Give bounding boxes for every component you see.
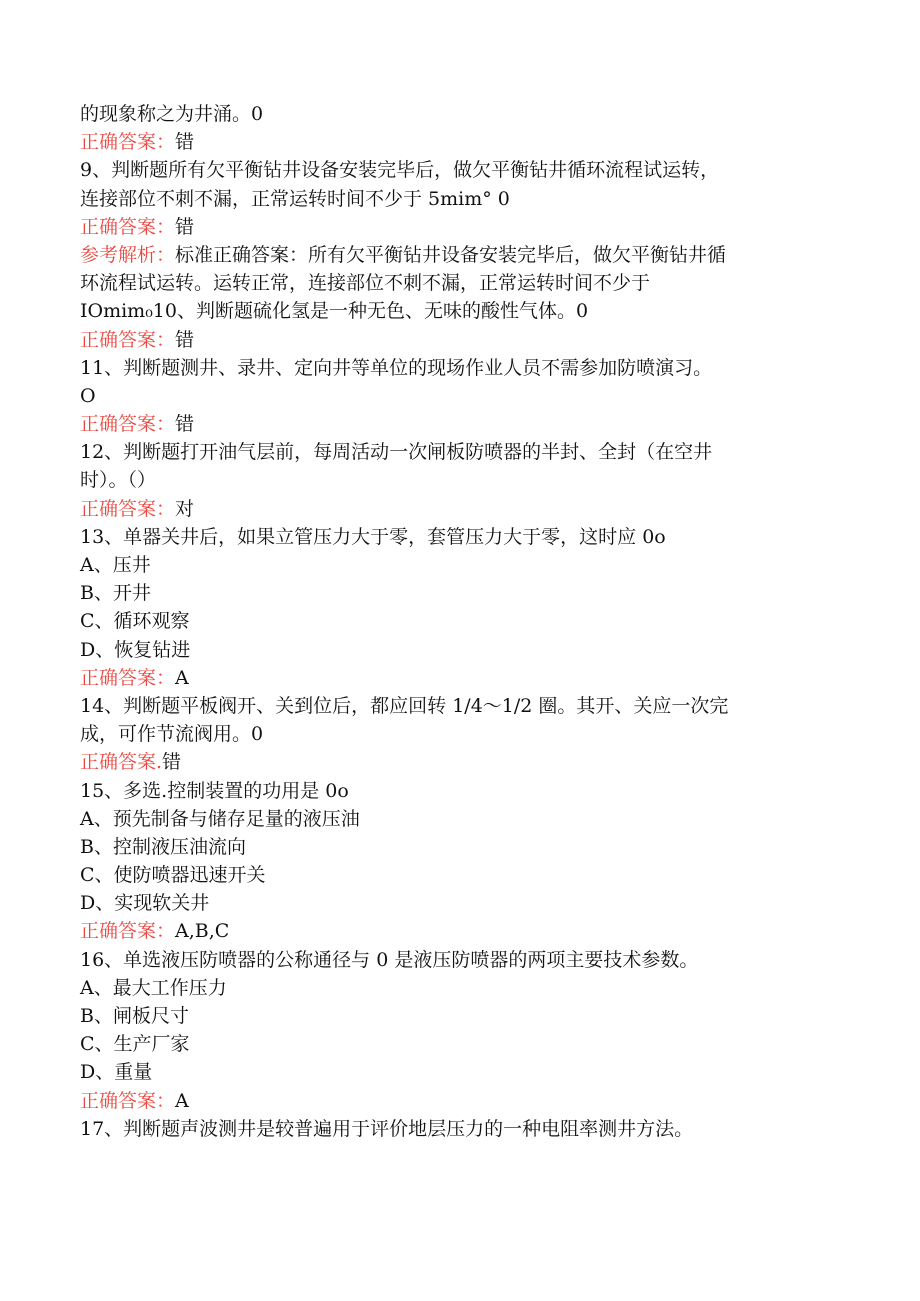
text-line: 17、判断题声波测井是较普遍用于评价地层压力的一种电阻率测井方法。 [80,1117,694,1140]
answer-line [80,748,840,776]
answer-line [80,664,840,692]
answer-label: 正确答案： [80,920,176,943]
answer-value: 错 [175,413,195,436]
text-line: 连接部位不刺不漏，正常运转时间不少于 5mim° 0 [80,187,510,210]
text-line: C、生产厂家 [80,1033,190,1056]
text-line: 成，可作节流阀用。0 [80,723,264,746]
answer-label: 正确答案： [80,413,176,436]
answer-value: A,B,C [175,920,230,943]
answer-label: 正确答案. [80,751,163,774]
text-line: 16、单选液压防喷器的公称通径与 0 是液压防喷器的两项主要技术参数。 [80,948,699,971]
text-line: A、压井 [80,554,151,576]
text-line: C、使防喷器迅速开关 [80,864,266,887]
text-line: 环流程试运转。运转正常，连接部位不刺不漏，正常运转时间不少于 [80,272,651,295]
answer-line [80,1087,840,1115]
answer-label: 正确答案： [80,131,176,154]
answer-value: A [175,1089,189,1112]
text-line: 12、判断题打开油气层前，每周活动一次闸板防喷器的半封、全封（在空井 [80,441,713,464]
analysis-label: 参考解析： [80,243,176,266]
answer-value: 错 [175,215,195,238]
answer-label: 正确答案： [80,497,176,520]
text-line: IOmim₀10、判断题硫化氢是一种无色、无味的酸性气体。0 [80,300,589,323]
document-page [80,100,840,1143]
answer-label: 正确答案： [80,666,176,689]
answer-line [80,495,840,523]
answer-value: 错 [162,751,182,774]
answer-value: A [175,666,189,689]
text-line: 15、多选.控制装置的功用是 0o [80,779,349,802]
text-line: 的现象称之为井涌。0 [80,103,264,125]
text-line: C、循环观察 [80,610,190,633]
text-line: D、重量 [80,1061,153,1084]
text-line: 14、判断题平板阀开、关到位后，都应回转 1/4～1/2 圈。其开、关应一次完 [80,694,729,717]
text-line: B、闸板尺寸 [80,1005,189,1027]
answer-label: 正确答案： [80,328,176,351]
text-line: D、实现软关井 [80,892,210,915]
analysis-text: 标准正确答案：所有欠平衡钻井设备安装完毕后，做欠平衡钻井循 [175,243,727,266]
text-line: 时）。（） [80,469,157,492]
text-line: B、开井 [80,582,151,605]
answer-line [80,410,840,438]
answer-line [80,917,840,945]
answer-line [80,326,840,354]
analysis-line [80,241,840,269]
text-line: 13、单器关井后，如果立管压力大于零，套管压力大于零，这时应 0o [80,525,666,548]
text-line: O [80,384,96,407]
answer-line [80,128,840,156]
answer-value: 错 [175,131,195,154]
text-line: B、控制液压油流向 [80,835,246,858]
answer-value: 错 [175,328,195,351]
text-line: A、预先制备与储存足量的液压油 [80,807,360,830]
answer-line [80,213,840,241]
text-line: A、最大工作压力 [80,976,227,999]
answer-label: 正确答案： [80,215,176,238]
text-line: 9、判断题所有欠平衡钻井设备安装完毕后，做欠平衡钻井循环流程试运转， [80,159,720,182]
answer-label: 正确答案： [80,1089,176,1112]
answer-value: 对 [175,497,195,520]
text-line: 11、判断题测井、录井、定向井等单位的现场作业人员不需参加防喷演习。 [80,356,713,379]
text-line: D、恢复钻进 [80,638,191,661]
